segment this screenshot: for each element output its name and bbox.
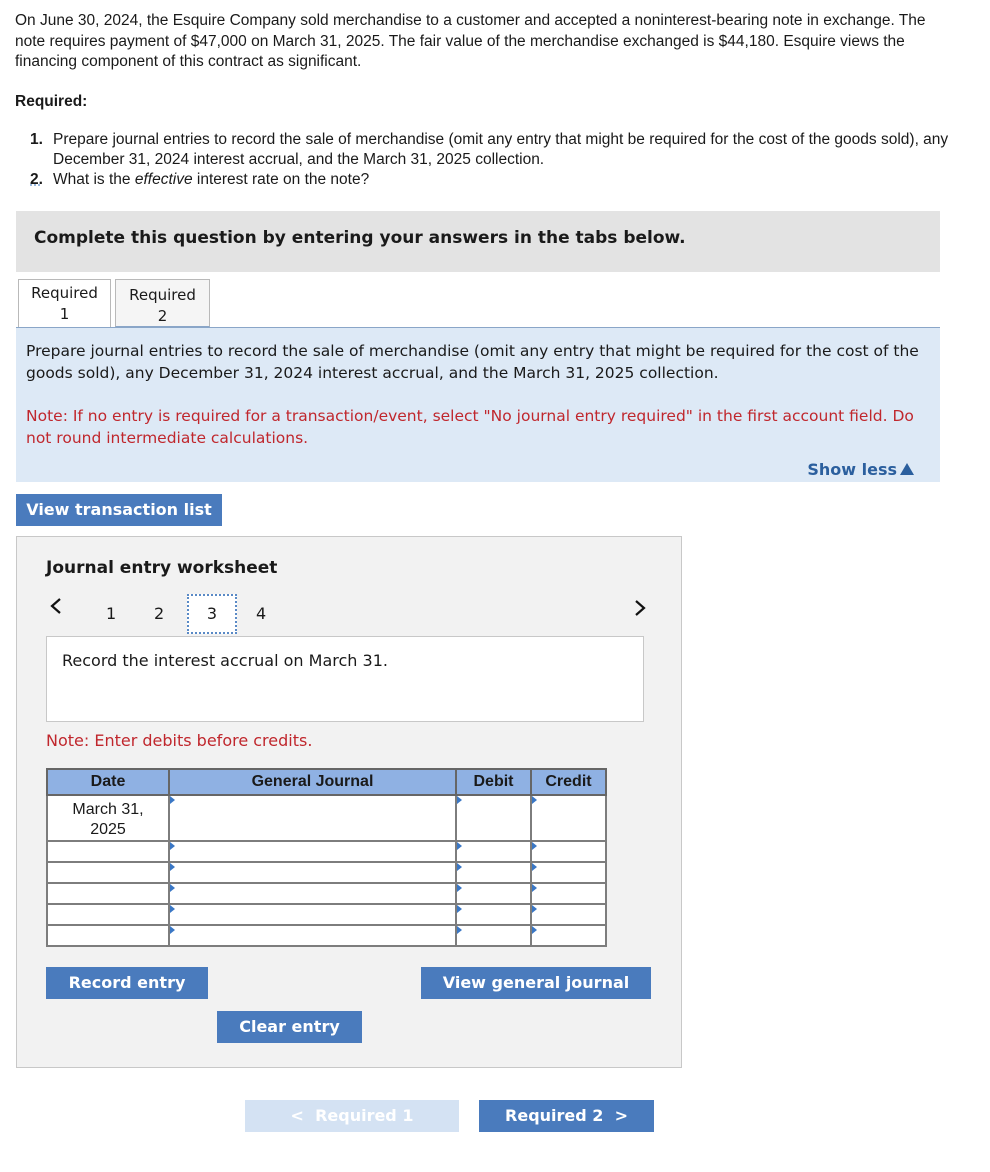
dropdown-marker-icon [170, 884, 175, 892]
item-text: What is the effective interest rate on the note? [53, 171, 370, 188]
dropdown-marker-icon [170, 842, 175, 850]
table-row [47, 883, 606, 904]
credit-input[interactable] [531, 841, 606, 862]
dropdown-marker-icon [170, 796, 175, 804]
tab-label: Required [31, 284, 98, 302]
debits-note: Note: Enter debits before credits. [46, 731, 313, 750]
tab-instructions [16, 328, 940, 482]
date-cell: March 31, 2025 [47, 795, 169, 841]
item-text: Prepare journal entries to record the sale of merchandise (omit any entry that might be required for the cost of the goods sold), any December 31, 2024 interest accrual, and the March 31, 2025 collection. [53, 131, 949, 168]
transaction-description [46, 636, 644, 722]
journal-entry-table [46, 768, 607, 947]
dropdown-marker-icon [532, 796, 537, 804]
credit-input[interactable] [531, 925, 606, 946]
triangle-up-icon [900, 463, 914, 475]
account-input[interactable] [169, 883, 456, 904]
date-cell [47, 883, 169, 904]
tab-label: Required [129, 286, 196, 304]
dropdown-marker-icon [170, 863, 175, 871]
credit-input[interactable] [531, 883, 606, 904]
debit-column-header: Debit [456, 769, 531, 795]
next-tab-label: Required 2 [505, 1106, 604, 1125]
account-input[interactable] [169, 904, 456, 925]
debit-input[interactable] [456, 841, 531, 862]
description-text: Record the interest accrual on March 31. [62, 651, 388, 670]
worksheet-page-1[interactable]: 1 [106, 604, 117, 623]
dropdown-marker-icon [457, 884, 462, 892]
debit-input[interactable] [456, 795, 531, 841]
chevron-left-icon[interactable] [48, 596, 64, 616]
next-tab-button[interactable] [479, 1100, 654, 1132]
general-journal-column-header: General Journal [169, 769, 456, 795]
clear-entry-button[interactable]: Clear entry [217, 1011, 362, 1043]
tab-label-number: 2 [157, 307, 168, 325]
worksheet-page-3-current[interactable]: 3 [187, 594, 237, 634]
date-cell [47, 904, 169, 925]
credit-input[interactable] [531, 795, 606, 841]
debit-input[interactable] [456, 862, 531, 883]
date-cell [47, 841, 169, 862]
problem-intro: On June 30, 2024, the Esquire Company sold merchandise to a customer and accepted a noninterest-bearing note in exchange. The note requires payment of $47,000 on March 31, 2025. The fair value of the merchandise exchanged is $44,180. Esquire views the financing component of this contract as significant. [15, 12, 926, 70]
dropdown-marker-icon [457, 796, 462, 804]
banner-text: Complete this question by entering your answers in the tabs below. [34, 228, 686, 248]
worksheet-title: Journal entry worksheet [46, 558, 278, 578]
item-number: 1. [30, 131, 43, 148]
dropdown-marker-icon [532, 884, 537, 892]
show-less-toggle[interactable]: Show less [807, 459, 914, 481]
account-input[interactable] [169, 795, 456, 841]
dropdown-marker-icon [457, 905, 462, 913]
dropdown-marker-icon [170, 926, 175, 934]
view-transaction-list-button[interactable]: View transaction list [16, 494, 222, 526]
chevron-right-icon: > [614, 1106, 628, 1125]
view-general-journal-button[interactable]: View general journal [421, 967, 651, 999]
date-cell [47, 862, 169, 883]
dropdown-marker-icon [532, 926, 537, 934]
date-cell [47, 925, 169, 946]
required-heading: Required: [15, 93, 88, 110]
table-row [47, 904, 606, 925]
item-number: 2. [30, 171, 43, 188]
chevron-right-icon[interactable] [632, 598, 648, 618]
debit-input[interactable] [456, 883, 531, 904]
date-column-header: Date [47, 769, 169, 795]
worksheet-page-4[interactable]: 4 [256, 604, 267, 623]
previous-tab-label: Required 1 [315, 1106, 414, 1125]
dropdown-marker-icon [457, 863, 462, 871]
account-input[interactable] [169, 925, 456, 946]
required-list [30, 130, 955, 190]
previous-tab-button[interactable] [245, 1100, 459, 1132]
instruction-note: Note: If no entry is required for a transaction/event, select "No journal entry required" in the first account field. Do not round intermediate calculations. [26, 407, 914, 447]
record-entry-button[interactable]: Record entry [46, 967, 208, 999]
dropdown-marker-icon [457, 926, 462, 934]
table-row [47, 795, 606, 841]
table-row [47, 862, 606, 883]
dropdown-marker-icon [532, 863, 537, 871]
tab-label-number: 1 [59, 305, 70, 323]
credit-column-header: Credit [531, 769, 606, 795]
credit-input[interactable] [531, 862, 606, 883]
instructions-banner [16, 211, 940, 272]
chevron-left-icon: < [290, 1106, 304, 1125]
debit-input[interactable] [456, 925, 531, 946]
dropdown-marker-icon [532, 842, 537, 850]
table-row [47, 841, 606, 862]
instruction-text: Prepare journal entries to record the sale of merchandise (omit any entry that might be required for the cost of the goods sold), any December 31, 2024 interest accrual, and the March 31, 2025 collection. [26, 342, 919, 382]
required-item-2 [30, 170, 955, 190]
account-input[interactable] [169, 862, 456, 883]
tab-required-1[interactable] [18, 279, 111, 328]
tab-required-2[interactable] [115, 279, 210, 327]
credit-input[interactable] [531, 904, 606, 925]
account-input[interactable] [169, 841, 456, 862]
dropdown-marker-icon [532, 905, 537, 913]
debit-input[interactable] [456, 904, 531, 925]
required-item-1 [30, 130, 955, 170]
dropdown-marker-icon [170, 905, 175, 913]
worksheet-page-2[interactable]: 2 [154, 604, 165, 623]
table-row [47, 925, 606, 946]
dropdown-marker-icon [457, 842, 462, 850]
